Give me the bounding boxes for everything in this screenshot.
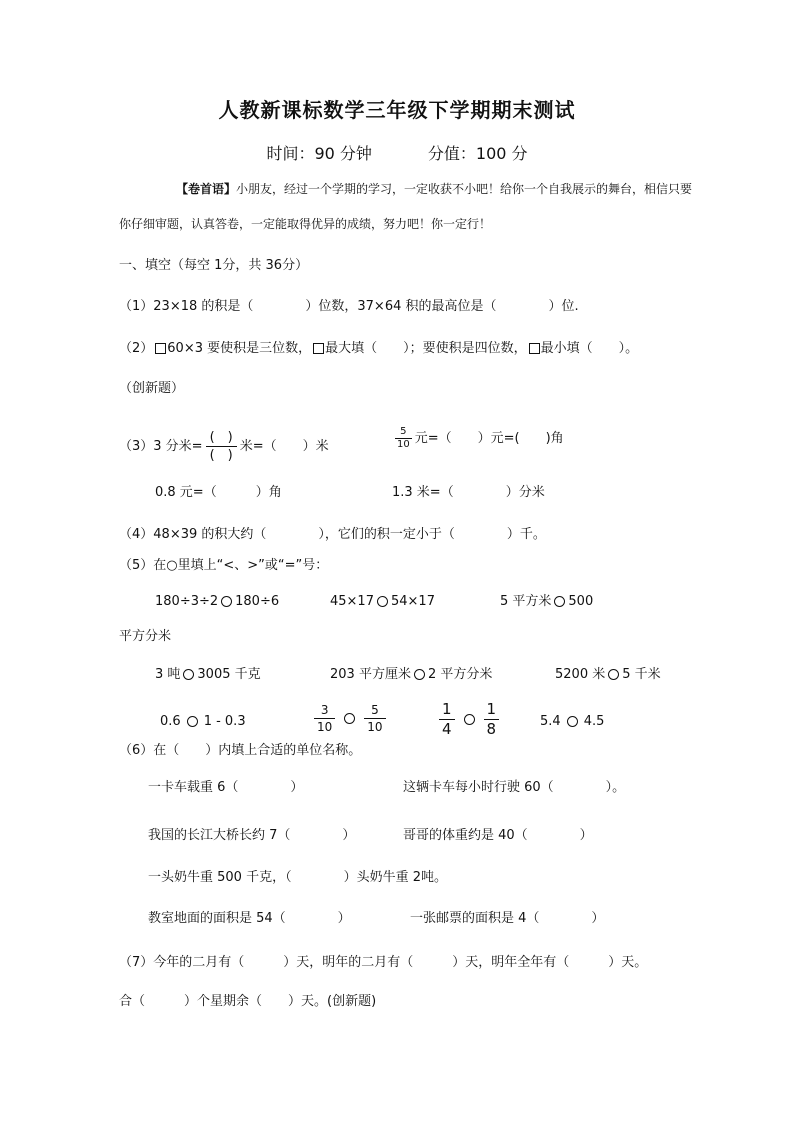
page-title: 人教新课标数学三年级下学期期末测试 — [218, 98, 576, 122]
question-2 — [119, 340, 638, 358]
fraction-5-10: $\frac{5}{10}$ — [364, 702, 385, 735]
compare-circle — [377, 596, 388, 607]
q6-item-c: 我国的长江大桥长约 7（ ） — [148, 828, 356, 843]
exam-score: 分值：100 分 — [427, 144, 528, 163]
compare-circle — [187, 716, 198, 727]
q5-item-8 — [311, 702, 389, 735]
fraction-3-10: $\frac{3}{10}$ — [314, 702, 335, 735]
compare-circle — [464, 714, 475, 725]
question-2-note: （创新题） — [119, 381, 185, 396]
question-4: （4）48×39 的积大约（ ），它们的积一定小于（ ）千。 — [119, 527, 546, 542]
question-3-row-1 — [119, 429, 329, 464]
question-7-cont: 合（ ）个星期余（ ）天。(创新题) — [119, 994, 377, 1009]
compare-circle — [183, 669, 194, 680]
q6-item-f: 教室地面的面积是 54（ ） — [148, 911, 351, 926]
question-3-row-2-left: 0.8 元=（ ）角 — [155, 485, 282, 500]
blank-square — [529, 343, 540, 354]
q6-item-g: 一张邮票的面积是 4（ ） — [410, 911, 605, 926]
question-7: （7）今年的二月有（ ）天，明年的二月有（ ）天，明年全年有（ ）天。 — [119, 955, 648, 970]
intro-line-1 — [176, 180, 692, 198]
intro-line-2: 你仔细审题，认真答卷，一定能取得优异的成绩，努力吧！你一定行！ — [119, 217, 492, 231]
q6-item-d: 哥哥的体重约是 40（ ） — [403, 828, 593, 843]
q3-text-c: 元=（ ）元=( )角 — [414, 431, 564, 446]
exam-time: 时间：90 分钟 — [266, 144, 372, 163]
section-heading: 一、填空（每空 1分，共 36分） — [119, 258, 309, 273]
compare-circle — [414, 669, 425, 680]
q2-text-3: 最小填（ ）。 — [540, 341, 639, 356]
q6-item-a: 一卡车载重 6（ ） — [148, 780, 304, 795]
compare-circle — [554, 596, 565, 607]
q6-item-b: 这辆卡车每小时行驶 60（ ）。 — [403, 780, 626, 795]
q2-text-1: 60×3 要使积是三位数， — [167, 341, 312, 356]
question-5: （5）在○里填上“<、>”或“=”号： — [119, 558, 329, 573]
q2-number: （2） — [119, 341, 154, 356]
fraction-1-8: $\frac{1}{8}$ — [484, 700, 500, 739]
q5-item-1: 180÷3÷2 180÷6 — [155, 594, 280, 609]
q5-item-10: 5.4 4.5 — [540, 714, 605, 729]
q6-item-e: 一头奶牛重 500 千克，（ ）头奶牛重 2吨。 — [148, 870, 447, 885]
question-1: （1）23×18 的积是（ ）位数，37×64 积的最高位是（ ）位. — [119, 299, 579, 314]
fraction-1-4: $\frac{1}{4}$ — [439, 700, 455, 739]
q2-text-2: 最大填（ ）；要使积是四位数， — [325, 341, 527, 356]
question-6: （6）在（ ）内填上合适的单位名称。 — [119, 743, 362, 758]
intro-text-1: 小朋友，经过一个学期的学习，一定收获不小吧！给你一个自我展示的舞台，相信只要 — [236, 182, 693, 196]
question-3-row-2-right: 1.3 米=（ ）分米 — [392, 485, 545, 500]
intro-tag: 【卷首语】 — [176, 182, 237, 196]
q5-item-2: 45×17 54×17 — [330, 594, 435, 609]
compare-circle — [344, 713, 355, 724]
q5-item-7: 0.6 1 - 0.3 — [160, 714, 246, 729]
compare-circle — [567, 716, 578, 727]
q5-item-9 — [436, 700, 502, 739]
question-3-row-1-right — [392, 426, 564, 451]
exam-meta — [0, 141, 794, 164]
fraction-5-10: $\frac{5}{10}$ — [397, 426, 410, 450]
q3-text-b: 米=（ ）米 — [239, 439, 329, 454]
compare-circle — [608, 669, 619, 680]
q5-item-6: 5200 米 5 千米 — [555, 667, 661, 682]
q5-item-5: 203 平方厘米 2 平方分米 — [330, 667, 493, 682]
q5-item-4: 3 吨 3005 千克 — [155, 667, 261, 682]
q5-item-3: 5 平方米 500 — [500, 594, 594, 609]
blank-square — [313, 343, 324, 354]
blank-square — [155, 343, 166, 354]
q3-text-a: （3）3 分米= — [119, 439, 203, 454]
blank-fraction: ( ) ( ) — [206, 429, 237, 464]
compare-circle — [221, 596, 232, 607]
q5-wrap-text: 平方分米 — [119, 629, 172, 644]
